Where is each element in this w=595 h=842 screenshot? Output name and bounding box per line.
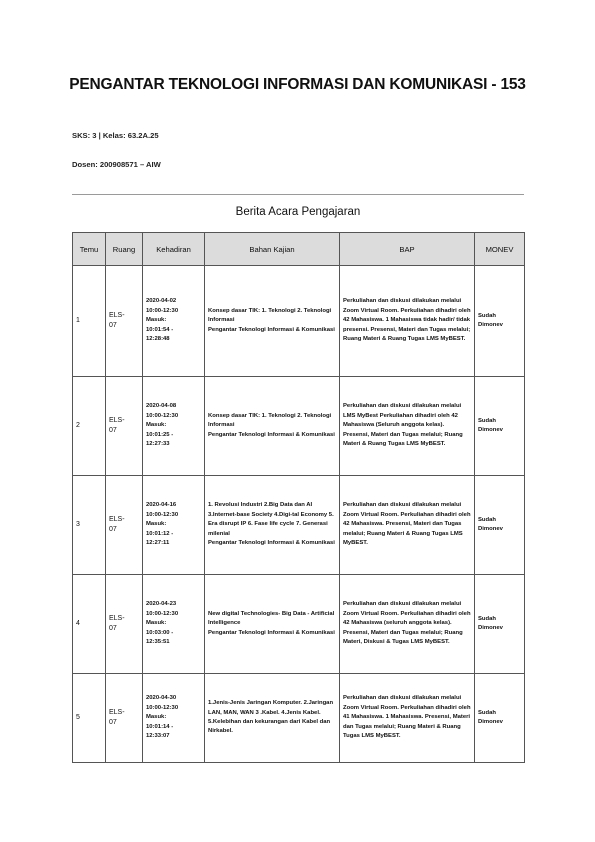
kehadiran-cell: 2020-04-02 10:00-12:30 Masuk: 10:01:54 - 12:28:48	[143, 266, 205, 377]
divider	[72, 194, 524, 195]
monev-cell: Sudah Dimonev	[475, 476, 525, 575]
table-row	[73, 377, 525, 476]
bahan-kajian-cell: 1.Jenis-Jenis Jaringan Komputer. 2.Jaringan LAN, MAN, WAN 3 .Kabel. 4.Jenis Kabel. 5.Kelebihan dan kekurangan dari Kabel dan Nirkabel.	[205, 674, 340, 763]
bahan-kajian-cell: 1. Revolusi Industri 2.Big Data dan AI 3.Internet-base Society 4.Digi-tal Economy 5. Era disrupt IP 6. Fase life cycle 7. Generasi milenial Pengantar Teknologi Informasi & Komunikasi	[205, 476, 340, 575]
ruang-cell: ELS- 07	[106, 476, 143, 575]
table-row	[73, 476, 525, 575]
bap-cell: Perkuliahan dan diskusi dilakukan melalui Zoom Virtual Room. Perkuliahan dihadiri oleh 41 Mahasiswa. 1 Mahasiswa. Presensi, Materi dan Tugas melalui; Ruang Materi & Ruang Tugas LMS MyBEST.	[340, 674, 475, 763]
monev-cell: Sudah Dimonev	[475, 266, 525, 377]
ruang-cell: ELS- 07	[106, 674, 143, 763]
table-body	[73, 266, 525, 763]
bahan-kajian-cell: Konsep dasar TIK: 1. Teknologi 2. Teknologi Informasi Pengantar Teknologi Informasi & Komunikasi	[205, 266, 340, 377]
monev-cell: Sudah Dimonev	[475, 575, 525, 674]
bahan-kajian-cell: Konsep dasar TIK: 1. Teknologi 2. Teknologi Informasi Pengantar Teknologi Informasi & Komunikasi	[205, 377, 340, 476]
temu-cell: 2	[73, 377, 106, 476]
bap-cell: Perkuliahan dan diskusi dilakukan melalui Zoom Virtual Room. Perkuliahan dihadiri oleh 42 Mahasiswa. 1 Mahasiswa tidak hadir/ tidak presensi. Presensi, Materi dan Tugas melalui; Ruang Materi & Ruang Tugas LMS MyBEST.	[340, 266, 475, 377]
temu-cell: 3	[73, 476, 106, 575]
section-title: Berita Acara Pengajaran	[235, 206, 361, 218]
ruang-cell: ELS- 07	[106, 575, 143, 674]
kehadiran-cell: 2020-04-30 10:00-12:30 Masuk: 10:01:14 - 12:33:07	[143, 674, 205, 763]
kehadiran-cell: 2020-04-08 10:00-12:30 Masuk: 10:01:25 - 12:27:33	[143, 377, 205, 476]
temu-cell: 5	[73, 674, 106, 763]
ruang-cell: ELS- 07	[106, 377, 143, 476]
table-row	[73, 266, 525, 377]
table-row	[73, 674, 525, 763]
sks-class-info: SKS: 3 | Kelas: 63.2A.25	[72, 131, 159, 140]
monev-cell: Sudah Dimonev	[475, 674, 525, 763]
table-header-row	[73, 233, 525, 266]
column-header-temu: Temu	[73, 233, 106, 266]
kehadiran-cell: 2020-04-23 10:00-12:30 Masuk: 10:03:00 - 12:35:51	[143, 575, 205, 674]
kehadiran-cell: 2020-04-16 10:00-12:30 Masuk: 10:01:12 - 12:27:11	[143, 476, 205, 575]
column-header-monev: MONEV	[475, 233, 525, 266]
course-title: PENGANTAR TEKNOLOGI INFORMASI DAN KOMUNIKASI - 153	[69, 76, 526, 93]
column-header-bap: BAP	[340, 233, 475, 266]
column-header-ruang: Ruang	[106, 233, 143, 266]
temu-cell: 1	[73, 266, 106, 377]
bahan-kajian-cell: New digital Technologies- Big Data - Artificial Intelligence Pengantar Teknologi Informasi & Komunikasi	[205, 575, 340, 674]
table-row	[73, 575, 525, 674]
ruang-cell: ELS- 07	[106, 266, 143, 377]
bap-cell: Perkuliahan dan diskusi dilakukan melalui Zoom Virtual Room. Perkuliahan dihadiri oleh 42 Mahasiswa (seluruh anggota kelas). Presensi, Materi dan Tugas melalui; Ruang Materi, Diskusi & Tugas LMS MyBEST.	[340, 575, 475, 674]
bap-cell: Perkuliahan dan diskusi dilakukan melalui LMS MyBest Perkuliahan dihadiri oleh 42 Mahasiswa (Seluruh anggota kelas). Presensi, Materi dan Tugas melalui; Ruang Materi & Ruang Tugas LMS MyBEST.	[340, 377, 475, 476]
column-header-bahan-kajian: Bahan Kajian	[205, 233, 340, 266]
bap-cell: Perkuliahan dan diskusi dilakukan melalui Zoom Virtual Room. Perkuliahan dihadiri oleh 42 Mahasiswa. Presensi, Materi dan Tugas melalui; Ruang Materi & Ruang Tugas LMS MyBEST.	[340, 476, 475, 575]
monev-cell: Sudah Dimonev	[475, 377, 525, 476]
column-header-kehadiran: Kehadiran	[143, 233, 205, 266]
teaching-record-table	[72, 232, 525, 763]
lecturer-info: Dosen: 200908571 – AIW	[72, 160, 161, 169]
temu-cell: 4	[73, 575, 106, 674]
